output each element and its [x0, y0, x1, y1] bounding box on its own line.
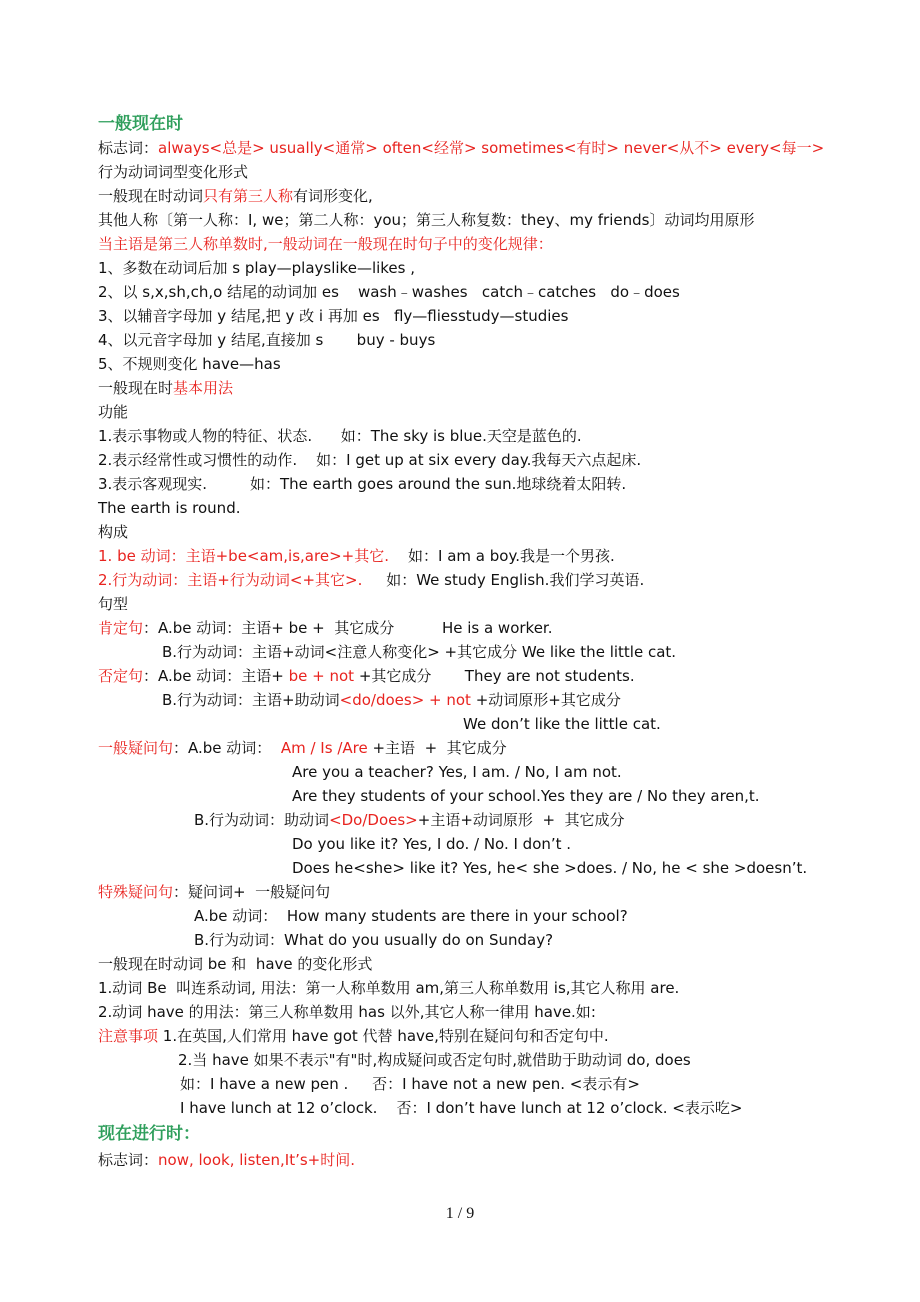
text-line — [292, 784, 760, 808]
text-segment: 如：I have a new pen . 否：I have not a new pen. <表示有> — [180, 1075, 640, 1093]
text-line — [98, 952, 372, 976]
text-line — [98, 256, 415, 280]
text-line — [98, 544, 615, 568]
text-line — [98, 664, 635, 688]
text-line — [98, 1148, 355, 1172]
text-segment: A.be 动词： How many students are there in your school? — [194, 907, 628, 925]
text-segment: 如：We study English.我们学习英语. — [386, 571, 645, 589]
text-segment: 3.表示客观现实. 如：The earth goes around the sun.地球绕着太阳转. — [98, 475, 627, 493]
text-segment: 注意事项 — [98, 1027, 159, 1045]
text-line — [98, 736, 507, 760]
text-line — [98, 184, 373, 208]
text-segment: +其它成分 They are not students. — [354, 667, 635, 685]
text-line — [292, 832, 571, 856]
text-segment: 行为动词词型变化形式 — [98, 163, 249, 181]
text-segment: 5、不规则变化 have—has — [98, 355, 281, 373]
text-segment: 有词形变化, — [293, 187, 373, 205]
text-segment: 否定句 — [98, 667, 144, 685]
text-line — [98, 448, 641, 472]
text-segment: 现在进行时： — [98, 1124, 200, 1144]
text-segment: I have lunch at 12 o’clock. 否：I don’t have lunch at 12 o’clock. <表示吃> — [180, 1099, 743, 1117]
text-segment: be + not — [288, 667, 355, 685]
text-segment: now, look, listen,It’s+时间. — [158, 1151, 356, 1169]
text-segment: 1.动词 Be 叫连系动词, 用法：第一人称单数用 am,第三人称单数用 is,其它人称用 are. — [98, 979, 680, 997]
text-line — [98, 520, 128, 544]
text-line — [292, 856, 807, 880]
text-segment: 标志词： — [98, 139, 159, 157]
text-segment: 基本用法 — [173, 379, 234, 397]
text-line — [178, 1048, 691, 1072]
text-line — [180, 1072, 640, 1096]
text-segment: 当主语是第三人称单数时,一般动词在一般现在时句子中的变化规律： — [98, 235, 553, 253]
text-line — [98, 376, 233, 400]
text-segment: Does he<she> like it? Yes, he< she >does. / No, he < she >doesn’t. — [292, 859, 808, 877]
text-line — [180, 1096, 742, 1120]
text-segment: B.行为动词：主语+助动词 — [162, 691, 340, 709]
text-segment: 肯定句 — [98, 619, 144, 637]
section-heading — [98, 112, 183, 136]
text-segment: We don’t like the little cat. — [463, 715, 661, 733]
text-line — [194, 928, 553, 952]
text-line — [98, 160, 248, 184]
text-segment: 1.在英国,人们常用 have got 代替 have,特别在疑问句和否定句中. — [158, 1027, 609, 1045]
text-segment: 2.当 have 如果不表示"有"时,构成疑问或否定句时,就借助于助动词 do, does — [178, 1051, 691, 1069]
text-segment: B.行为动词：主语+动词<注意人称变化> +其它成分 We like the little cat. — [162, 643, 677, 661]
text-segment: Do you like it? Yes, I do. / No. I don’t . — [292, 835, 572, 853]
text-segment: +主语+动词原形 + 其它成分 — [417, 811, 625, 829]
text-segment: 如：I am a boy.我是一个男孩. — [408, 547, 615, 565]
text-line — [162, 688, 621, 712]
page-number: 1 / 9 — [445, 1205, 475, 1222]
text-line — [98, 280, 680, 304]
text-segment: B.行为动词：助动词 — [194, 811, 330, 829]
text-segment: 只有第三人称 — [203, 187, 294, 205]
text-line — [292, 760, 622, 784]
text-segment: 2、以 s,x,sh,ch,o 结尾的动词加 es wash﹣washes catch﹣catches do﹣does — [98, 283, 680, 301]
text-line — [98, 352, 281, 376]
text-segment: 功能 — [98, 403, 129, 421]
text-segment: ：疑问词+ 一般疑问句 — [173, 883, 331, 901]
text-segment: ：A.be 动词：主语+ — [143, 667, 289, 685]
text-segment: 一般现在时动词 be 和 have 的变化形式 — [98, 955, 373, 973]
text-line — [98, 880, 330, 904]
text-segment: 2.动词 have 的用法：第三人称单数用 has 以外,其它人称一律用 have.如: — [98, 1003, 596, 1021]
text-segment: 特殊疑问句 — [98, 883, 174, 901]
text-segment: ：A.be 动词：主语+ be + 其它成分 He is a worker. — [143, 619, 553, 637]
text-line — [98, 424, 582, 448]
text-line — [98, 136, 824, 160]
section-heading — [98, 1122, 200, 1146]
text-segment: 4、以元音字母加 y 结尾,直接加 s buy - buys — [98, 331, 436, 349]
text-segment: +动词原形+其它成分 — [470, 691, 621, 709]
text-line — [98, 496, 240, 520]
text-line — [194, 808, 625, 832]
text-segment: 1.表示事物或人物的特征、状态. 如：The sky is blue.天空是蓝色的. — [98, 427, 582, 445]
text-line — [98, 208, 754, 232]
text-segment: 2.行为动词：主语+行为动词<+其它>. — [98, 571, 387, 589]
text-line — [194, 904, 628, 928]
text-segment: 一般现在时动词 — [98, 187, 204, 205]
text-segment: +主语 + 其它成分 — [367, 739, 507, 757]
text-segment: 其他人称〔第一人称：I, we；第二人称：you；第三人称复数：they、my friends〕动词均用原形 — [98, 211, 755, 229]
text-line — [98, 328, 435, 352]
text-segment: 2.表示经常性或习惯性的动作. 如：I get up at six every day.我每天六点起床. — [98, 451, 642, 469]
text-line — [98, 304, 568, 328]
text-line — [463, 712, 661, 736]
text-line — [98, 568, 644, 592]
text-line — [98, 1000, 596, 1024]
text-segment: <Do/Does> — [329, 811, 418, 829]
text-segment: always<总是> usually<通常> often<经常> sometimes<有时> never<从不> every<每一> — [158, 139, 825, 157]
text-segment: Am / Is /Are — [280, 739, 368, 757]
text-segment: ：A.be 动词： — [173, 739, 281, 757]
text-segment: 一般疑问句 — [98, 739, 174, 757]
text-segment: 标志词： — [98, 1151, 159, 1169]
text-segment: Are they students of your school.Yes they are / No they aren,t. — [292, 787, 760, 805]
text-line — [98, 400, 128, 424]
text-segment: 一般现在时 — [98, 114, 183, 134]
text-line — [98, 232, 553, 256]
text-line — [98, 592, 128, 616]
text-segment: B.行为动词：What do you usually do on Sunday? — [194, 931, 554, 949]
text-segment: 一般现在时 — [98, 379, 174, 397]
text-line — [98, 1024, 609, 1048]
text-segment: 1、多数在动词后加 s play—playslike—likes , — [98, 259, 416, 277]
text-segment: 构成 — [98, 523, 129, 541]
text-line — [98, 472, 626, 496]
text-segment: 3、以辅音字母加 y 结尾,把 y 改 i 再加 es fly—fliesstudy—studies — [98, 307, 569, 325]
text-line — [98, 976, 679, 1000]
text-segment: <do/does> + not — [339, 691, 471, 709]
text-segment: Are you a teacher? Yes, I am. / No, I am not. — [292, 763, 622, 781]
text-segment: 句型 — [98, 595, 129, 613]
text-line — [98, 616, 552, 640]
text-segment: The earth is round. — [98, 499, 241, 517]
text-segment: 1. be 动词：主语+be<am,is,are>+其它. — [98, 547, 409, 565]
text-line — [162, 640, 676, 664]
